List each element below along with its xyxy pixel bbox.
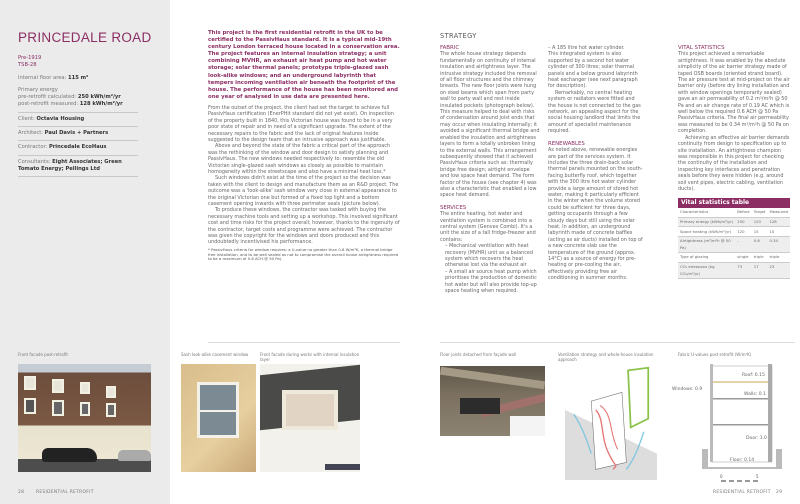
table-cell: CO₂ emissions (kg CO₂/m²/yr)	[678, 263, 735, 279]
table-cell: Space heating (kWh/m²/yr)	[678, 227, 735, 237]
table-cell: 17	[752, 263, 768, 279]
pre-value: 250 kWh/m²/yr	[77, 94, 121, 101]
pre-label: pre-retrofit calculated:	[18, 94, 77, 101]
divider	[208, 342, 400, 343]
services-heading: SERVICES	[440, 204, 467, 211]
diagram-label: Door: 1.0	[746, 436, 767, 441]
architect-value: Paul Davis + Partners	[44, 130, 109, 137]
paragraph: To produce these windows, the contractor was tasked with buying the necessary machine tools and setting up a workshop. This involved significant cost and time risks for the project overall; however, thanks to the ingenuity of the contractor, target costs and programme were achieved. The contractor was given the copyright for the windows and doors produced and this undoubtedly incentivised his performance.	[208, 207, 400, 246]
table-cell: 128	[767, 217, 790, 227]
project-facts	[18, 55, 138, 180]
code: TSB-28	[18, 62, 37, 69]
column-1	[440, 40, 540, 294]
page-number-right: 29	[776, 490, 783, 495]
services-item: – A small air source heat pump which prioritises the production of domestic hot water but will also provide top-up space heating when required.	[445, 268, 537, 295]
footnote: * PassivHaus criteria for window requires: a U-value no greater than 0.8 W/m²K, a thermal bridge free installation, and to be well sealed as not to compromise the overall house airtightness required to be a maximum of 0.6 ACH @ 50 Pa).	[208, 246, 399, 262]
post-value: 128 kWh/m²/yr	[79, 101, 123, 108]
table-cell: Airtightness (m³/m²h @ 50 Pa)	[678, 237, 735, 253]
vital-heading: VITAL STATISTICS	[678, 45, 725, 51]
services-text: The entire heating, hot water and ventilation system is combined into a central system (Genvex Combi). It's a unit the size of a tall fridge-freezer and contains:	[440, 211, 536, 243]
table-row	[678, 227, 790, 237]
table-row	[678, 237, 790, 253]
page-title: PRINCEDALE ROAD	[18, 30, 152, 45]
table-cell: 120	[752, 217, 768, 227]
client-label: Client:	[18, 115, 35, 122]
table-cell: Primary energy (kWh/m²/yr)	[678, 217, 735, 227]
intro-text: This project is the first residential retrofit in the UK to be certified to the PassivHaus standard. It is a typical mid-19th century London terraced house located in a conservation area. The project features an internal insulation strategy; a unit combining MVHR, an exhaust air heat pump and hot water storage; solar thermal panels; prototype triple-glazed sash look-alike windows; and an underground labyrinth that tempers incoming ventilation air beneath the footprint of the house. The performance of the house has been monitored and one year of analysed in use data are presented here.	[208, 30, 400, 100]
caption: Front facade post-retrofit	[18, 352, 68, 357]
caption: Sash look-alike casement window	[181, 352, 249, 357]
column-2	[548, 45, 644, 282]
caption: Ventilation strategy and whole-house insulation approach	[558, 352, 654, 362]
caption: Fabric U-values post-retrofit (W/m²K)	[678, 352, 752, 357]
column-3	[678, 40, 790, 279]
vital-statistics-table	[678, 198, 790, 279]
table-cell: 0.34	[767, 237, 790, 253]
table-row	[678, 217, 790, 227]
table-cell: 250	[735, 217, 751, 227]
architect-label: Architect:	[18, 130, 44, 137]
scale-label: 5	[756, 474, 759, 479]
caption: Floor joists detached from façade wall	[440, 352, 517, 357]
vital-text-1: This project achieved a remarkable airtightness. It was enabled by the absolute simplicity of the air barrier strategy made of taped OSB boards (oriented strand board). The air pressure test at mid-project on the air barrier only (before dry lining installation and with window openings temporarily sealed) gave an air permeability of 0.2 m³/m²h @ 50 Pa and an air change rate of 0.19 AC which is well below the required 0.6 ACH @ 50 Pa PassivHaus criteria. The final air permeability was measured to be 0.34 m³/m²h @ 50 Pa on completion.	[678, 51, 790, 135]
client-value: Octavia Housing	[36, 115, 85, 122]
ventilation-diagram	[565, 366, 657, 480]
post-label: post-retrofit measured:	[18, 101, 79, 108]
scale-label: 0	[720, 474, 723, 479]
column-header: Target	[752, 208, 768, 217]
running-head-left: RESIDENTIAL RETROFIT	[36, 490, 94, 495]
services-cont: This integrated system is also supported by a second hot water cylinder of 300 litres; solar thermal panels and a below ground labyrinth heat exchanger (see next paragraph for description).	[548, 51, 638, 90]
table-cell: triple	[767, 253, 790, 263]
table-cell: 15	[752, 227, 768, 237]
column-header: Characteristics	[678, 208, 735, 217]
services-item: – Mechanical ventilation with heat recovery (MVHR) unit as a balanced system which recovers the heat otherwise lost via the exhaust air	[445, 243, 534, 269]
left-body	[208, 30, 400, 262]
paragraph: Such windows didn't exist at the time of the project so the decision was taken with the client to design and manufacture them as an R&D project. The outcome was a 'look-alike' sash window very close in external appearance to the original Victorian one but formed of a fixed top light and a bottom casement opening inwards with three perimeter seals (picture below).	[208, 175, 399, 208]
paragraph: Above and beyond the state of the fabric a critical part of the approach was the rethinking of the window and door design to satisfy planning and PassivHaus. The new windows needed respectively to: resemble the old Victorian single-glazed sash windows as closely as possible to maintain homogeneity within the streetscape and also have a minimal heat loss.*	[208, 143, 391, 175]
running-head-right: RESIDENTIAL RETROFIT	[713, 490, 771, 495]
consultants-value: Eight Associates; Green Tomato Energy; Pellings Ltd	[18, 158, 122, 172]
sash-window-photo	[181, 364, 256, 472]
front-facade-photo	[18, 364, 151, 472]
table-cell: 10	[767, 227, 790, 237]
diagram-label: Windows: 0.9	[672, 387, 703, 392]
table-header-row	[678, 208, 790, 217]
renewables-text: As noted above, renewable energies are part of the services system. It includes the three drain-back solar thermal panels mounted on the south-facing butterfly roof, which together with the 300 litre hot water cylinder provide a large amount of stored hot water, making it particularly efficient in the winter when the volume stored could be sufficient for three days, getting occupants through a few cloudy days but still using the solar heat. In addition, an underground labyrinth made of concrete baffles (acting as air ducts) installed on top of a new concrete slab use the temperature of the ground (approx. 14°C) as a source of energy for pre-heating or pre-cooling the air, effectively providing free air conditioning in summer months.	[548, 147, 643, 282]
table-row	[678, 253, 790, 263]
table-cell: Type of glazing	[678, 253, 735, 263]
diagram-label: Walls: 0.1	[744, 392, 766, 397]
table-cell: 0.6	[752, 237, 768, 253]
renewables-heading: RENEWABLES	[548, 140, 585, 147]
table-cell: 120	[735, 227, 751, 237]
table-cell: -	[735, 237, 751, 253]
contractor-label: Contractor:	[18, 144, 48, 151]
contractor-value: Princedale EcoHaus	[48, 144, 107, 151]
fabric-heading: FABRIC	[440, 45, 460, 51]
table-cell: single	[735, 253, 751, 263]
table-cell: 73	[735, 263, 751, 279]
table-title: Vital statistics table	[678, 198, 790, 207]
fabric-text: The whole house strategy depends fundamentally on continuity of internal insulation and airtightness layer. The intrusive strategy included the removal of all floor structures and the chimney breasts. The new floor joists were hung on steel beams which span from party wall to party wall and rest inside insulated pockets (photograph below). This measure helped to deal with risks of condensation around joist ends that may occur when insulating internally; it avoided a significant thermal bridge and enabled the insulation and airtightness layers to form a totally unbroken lining to the external walls. This arrangement subsequently showed that it achieved PassivHaus criteria such as: thermally bridge free design; airtight envelope and low space heat demand. The form factor of the house (see chapter 4) was also a characteristic that enabled a low space heat demand.	[440, 51, 540, 199]
floor-area-label: Internal floor area:	[18, 74, 67, 81]
table-cell: 23	[767, 263, 790, 279]
u-values-diagram	[672, 364, 782, 486]
diagram-label: Floor: 0.14	[730, 458, 755, 463]
facade-works-photo	[260, 364, 360, 472]
energy-label: Primary energy	[18, 86, 58, 93]
table-row	[678, 263, 790, 279]
page-number-left: 28	[18, 490, 25, 495]
paragraph: From the outset of the project, the client had set the target to achieve full PassivHaus certification (EnerPHit standard did not yet exist). On inspection of the property built in 1840, this Victorian house was found to be in a very poor state of repair and in need of a significant upgrade. The extent of the necessary repairs to the fabric and the lack of original features inside suggested to the design team that an intrusive approach was justifiable.	[208, 104, 394, 143]
caption: Front facade during works with internal insulation layer	[260, 352, 360, 362]
diagram-label: Roof: 0.15	[742, 373, 765, 378]
era: Pre-1919	[18, 55, 42, 61]
divider	[440, 342, 795, 343]
column-header: Before	[735, 208, 751, 217]
services-cont2: Remarkably, no central heating system or radiators were fitted and the house is not connected to the gas network, an appealing aspect for the social housing landlord that limits the amount of specialist maintenance required.	[548, 89, 641, 135]
consultants-label: Consultants:	[18, 158, 51, 165]
services-item: – A 185 litre hot water cylinder.	[548, 45, 625, 51]
floor-joists-photo	[440, 366, 545, 436]
floor-area-value: 115 m²	[68, 74, 89, 81]
table-cell: triple	[752, 253, 768, 263]
column-header: Measured	[767, 208, 790, 217]
vital-text-2: Achieving an effective air barrier demands continuity from design to specification up to site installation. An airtightness champion was responsible in this project for checking the continuity of the installation and inspecting key interfaces and penetration seals before they were hidden (e.g. around soil vent pipes, electric cabling, ventilation ducts).	[678, 134, 790, 192]
strategy-heading: STRATEGY	[440, 32, 477, 40]
